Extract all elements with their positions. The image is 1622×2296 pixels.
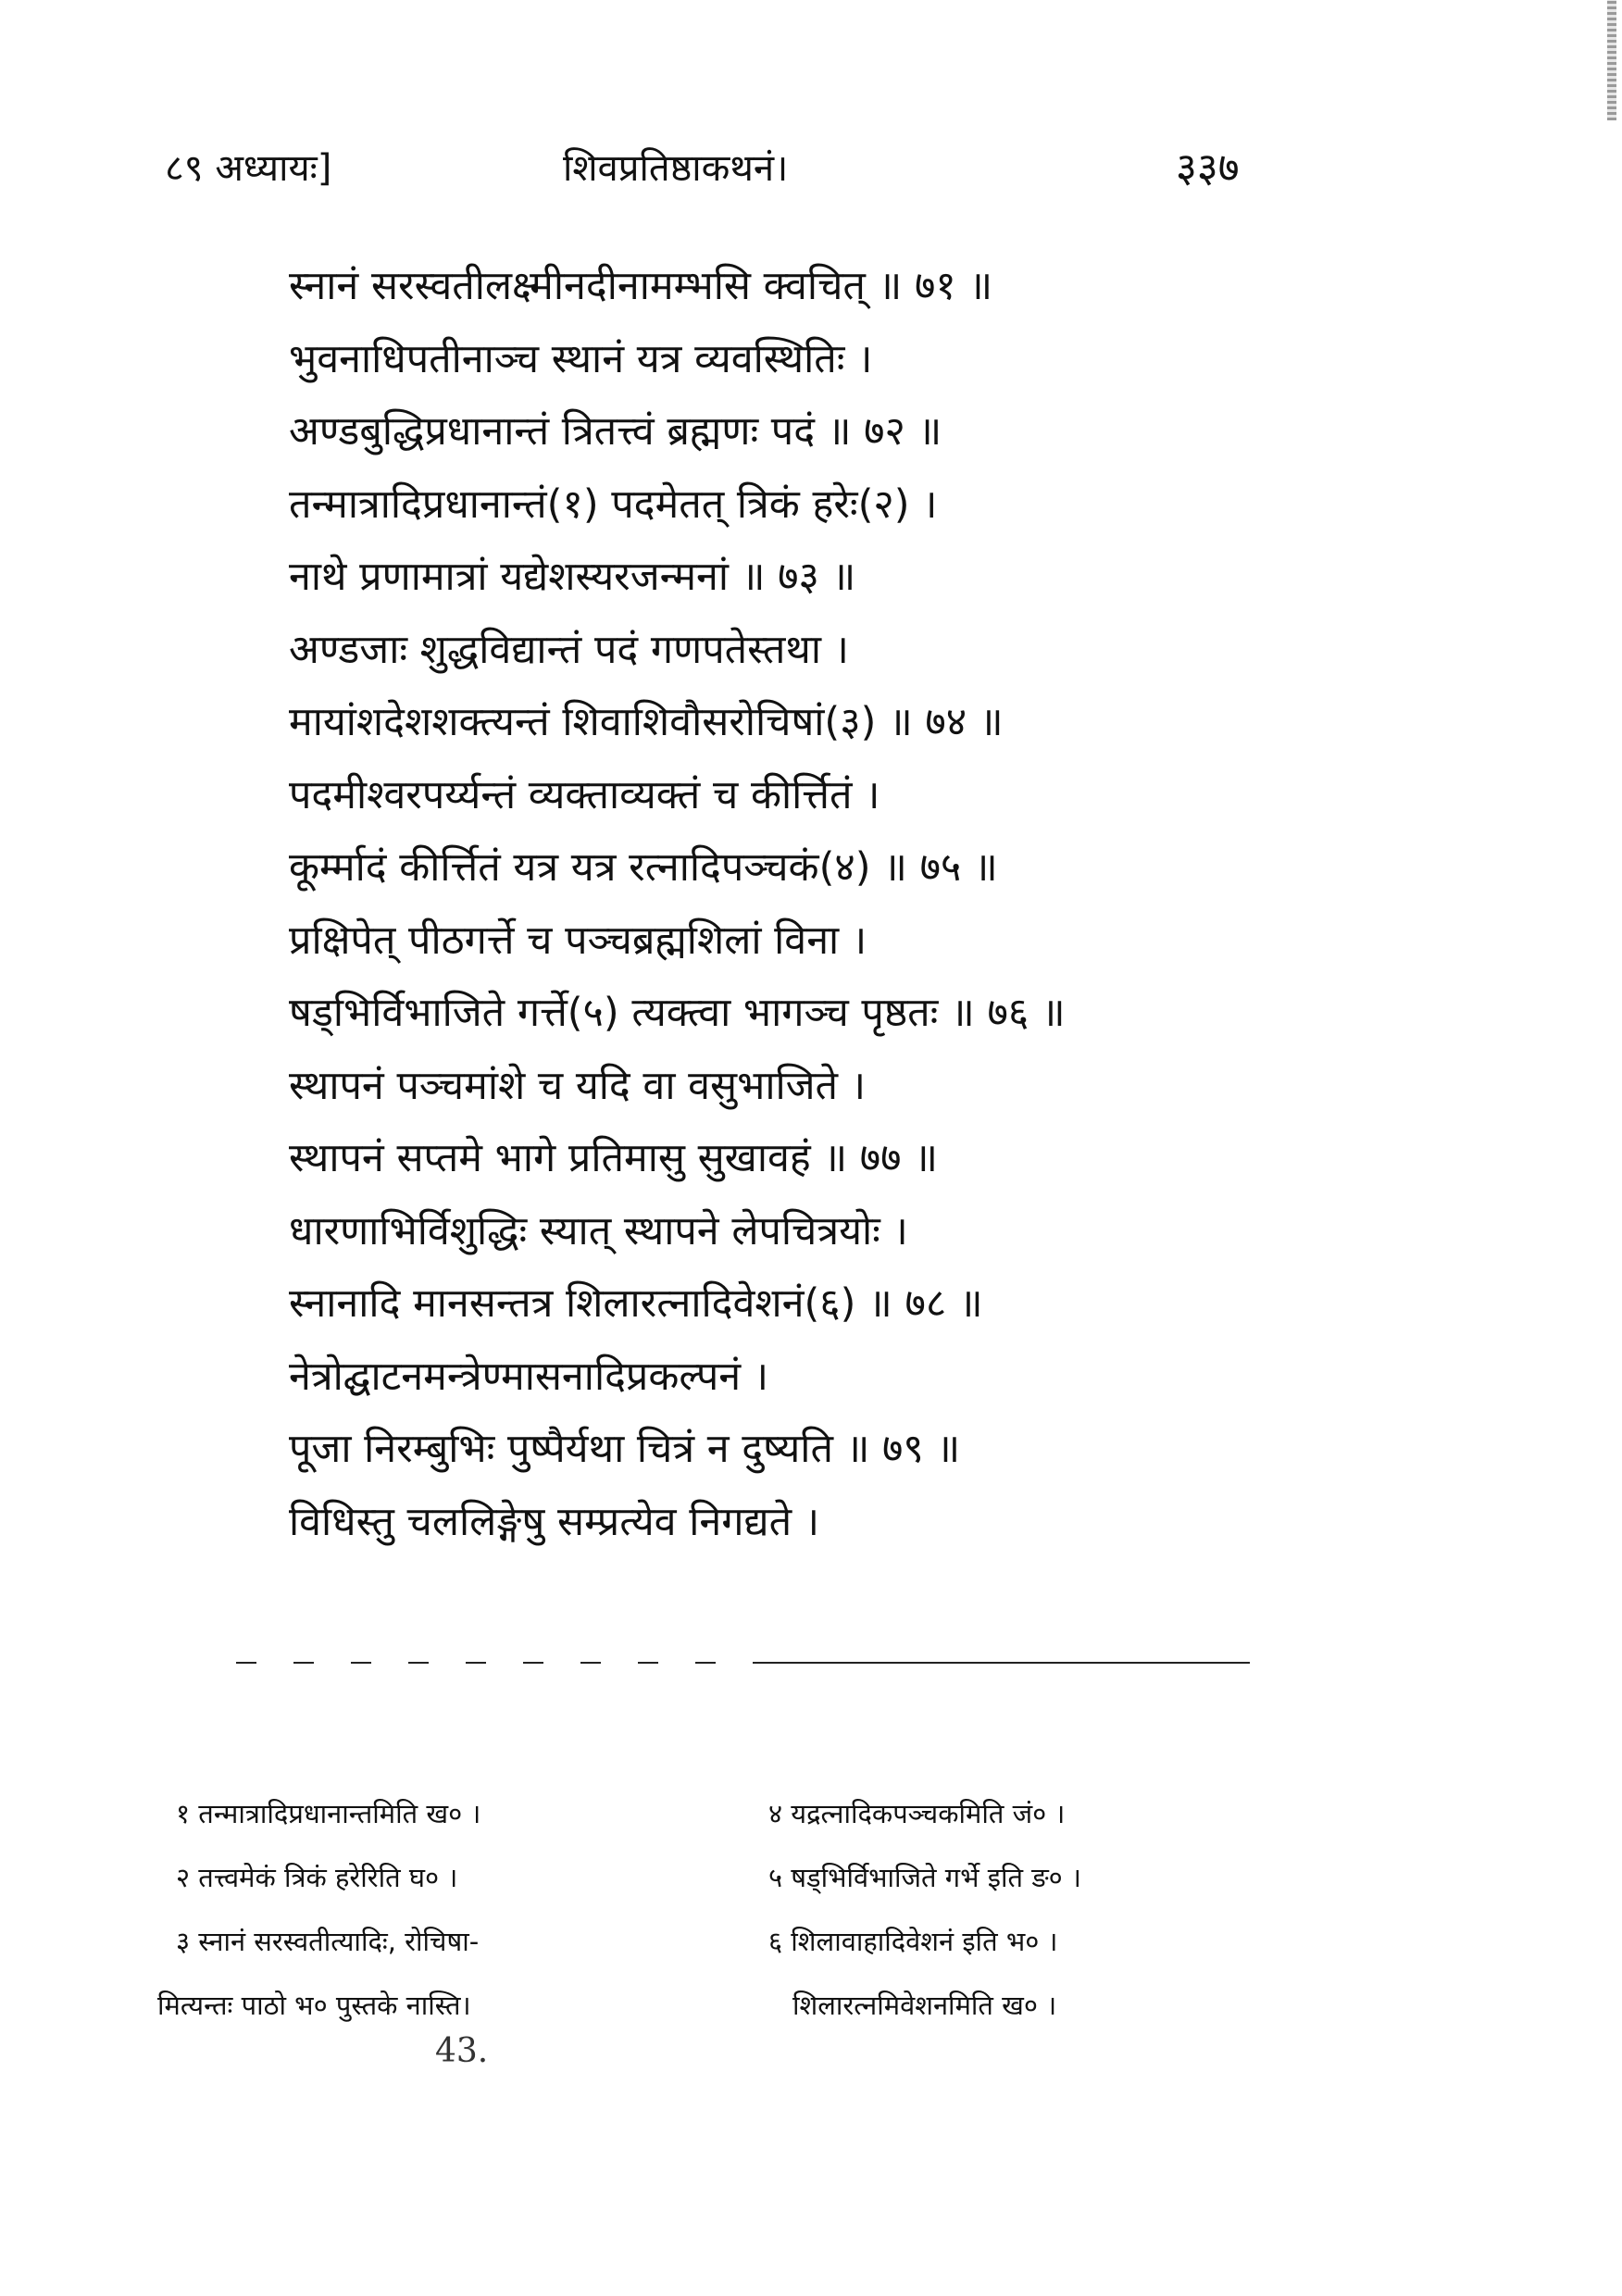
- verse-block: [289, 250, 1354, 1558]
- verse-line: प्रक्षिपेत् पीठगर्त्ते च पञ्चब्रह्मशिलां विना ।: [289, 917, 867, 964]
- verse-line: नेत्रोद्घाटनमन्त्रेण्मासनादिप्रकल्पनं ।: [289, 1353, 769, 1400]
- scan-edge-mark: [1607, 0, 1616, 120]
- verse-line: धारणाभिर्विशुद्धिः स्यात् स्थापने लेपचित्रयोः ।: [289, 1207, 908, 1254]
- verse-line: स्थापनं सप्तमे भागे प्रतिमासु सुखावहं ॥ ७७ ॥: [289, 1135, 938, 1181]
- verse-line: नाथे प्रणामात्रां यद्येशस्यरजन्मनां ॥ ७३ ॥: [289, 554, 856, 600]
- verse-line: स्नानं सरस्वतीलक्ष्मीनदीनामम्भसि क्वचित् ॥ ७१ ॥: [289, 263, 993, 309]
- verse-line: षड्भिर्विभाजिते गर्त्ते(५) त्यक्त्वा भागञ्च पृष्ठतः ॥ ७६ ॥: [289, 990, 1066, 1036]
- verse-line: स्नानादि मानसन्तत्र शिलारत्नादिवेशनं(६) ॥ ७८ ॥: [289, 1280, 983, 1327]
- footnote: ५ षड्भिर्विभाजिते गर्भे इति ङ० ।: [768, 1862, 1081, 1893]
- verse-line: मायांशदेशशक्त्यन्तं शिवाशिवौसरोचिषां(३) ॥ ७४ ॥: [289, 699, 1004, 745]
- verse-line: कूर्म्मादं कीर्त्तितं यत्र यत्र रत्नादिपञ्चकं(४) ॥ ७५ ॥: [289, 844, 998, 891]
- signature-number: 43.: [435, 2032, 489, 2070]
- verse-line: विधिस्तु चललिङ्गेषु सम्प्रत्येव निगद्यते ।: [289, 1498, 820, 1545]
- verse-line: भुवनाधिपतीनाञ्च स्थानं यत्र व्यवस्थितिः ।: [289, 335, 873, 382]
- verse-line: स्थापनं पञ्चमांशे च यदि वा वसुभाजिते ।: [289, 1062, 866, 1109]
- verse-line: पूजा निरम्बुभिः पुष्पैर्यथा चित्रं न दुष्यति ॥ ७९ ॥: [289, 1426, 961, 1472]
- footnotes-left-column: [157, 1782, 731, 2038]
- footnote: १ तन्मात्रादिप्रधानान्तमिति ख० ।: [176, 1798, 481, 1829]
- footnote-continuation: मित्यन्तः पाठो भ० पुस्तके नास्ति।: [157, 1990, 471, 2021]
- footnote: ३ स्नानं सरस्वतीत्यादिः, रोचिषा-: [176, 1926, 480, 1957]
- page-number: ३३७: [1176, 144, 1240, 192]
- verse-line: अण्डबुद्धिप्रधानान्तं त्रितत्त्वं ब्रह्मणः पदं ॥ ७२ ॥: [289, 408, 942, 455]
- verse-line: तन्मात्रादिप्रधानान्तं(१) पदमेतत् त्रिकं हरेः(२) ।: [289, 480, 938, 528]
- running-head-title: शिवप्रतिष्ठाकथनं।: [563, 147, 789, 190]
- footnotes-right-column: [768, 1782, 1324, 2038]
- footnote: ६ शिलावाहादिवेशनं इति भ० ।: [768, 1926, 1058, 1957]
- footnote: २ तत्त्वमेकं त्रिकं हरेरिति घ० ।: [176, 1862, 458, 1893]
- verse-line: पदमीश्वरपर्य्यन्तं व्यक्ताव्यक्तं च कीर्त्तितं ।: [289, 771, 880, 818]
- verse-line: अण्डजाः शुद्धविद्यान्तं पदं गणपतेस्तथा ।: [289, 626, 849, 673]
- footnote-continuation: शिलारत्नमिवेशनमिति ख० ।: [792, 1990, 1057, 2021]
- footnote-separator-wear: [199, 1660, 773, 1666]
- footnote: ४ यद्रत्नादिकपञ्चकमिति जं० ।: [768, 1798, 1066, 1829]
- running-head-chapter: ८९ अध्यायः]: [165, 147, 332, 190]
